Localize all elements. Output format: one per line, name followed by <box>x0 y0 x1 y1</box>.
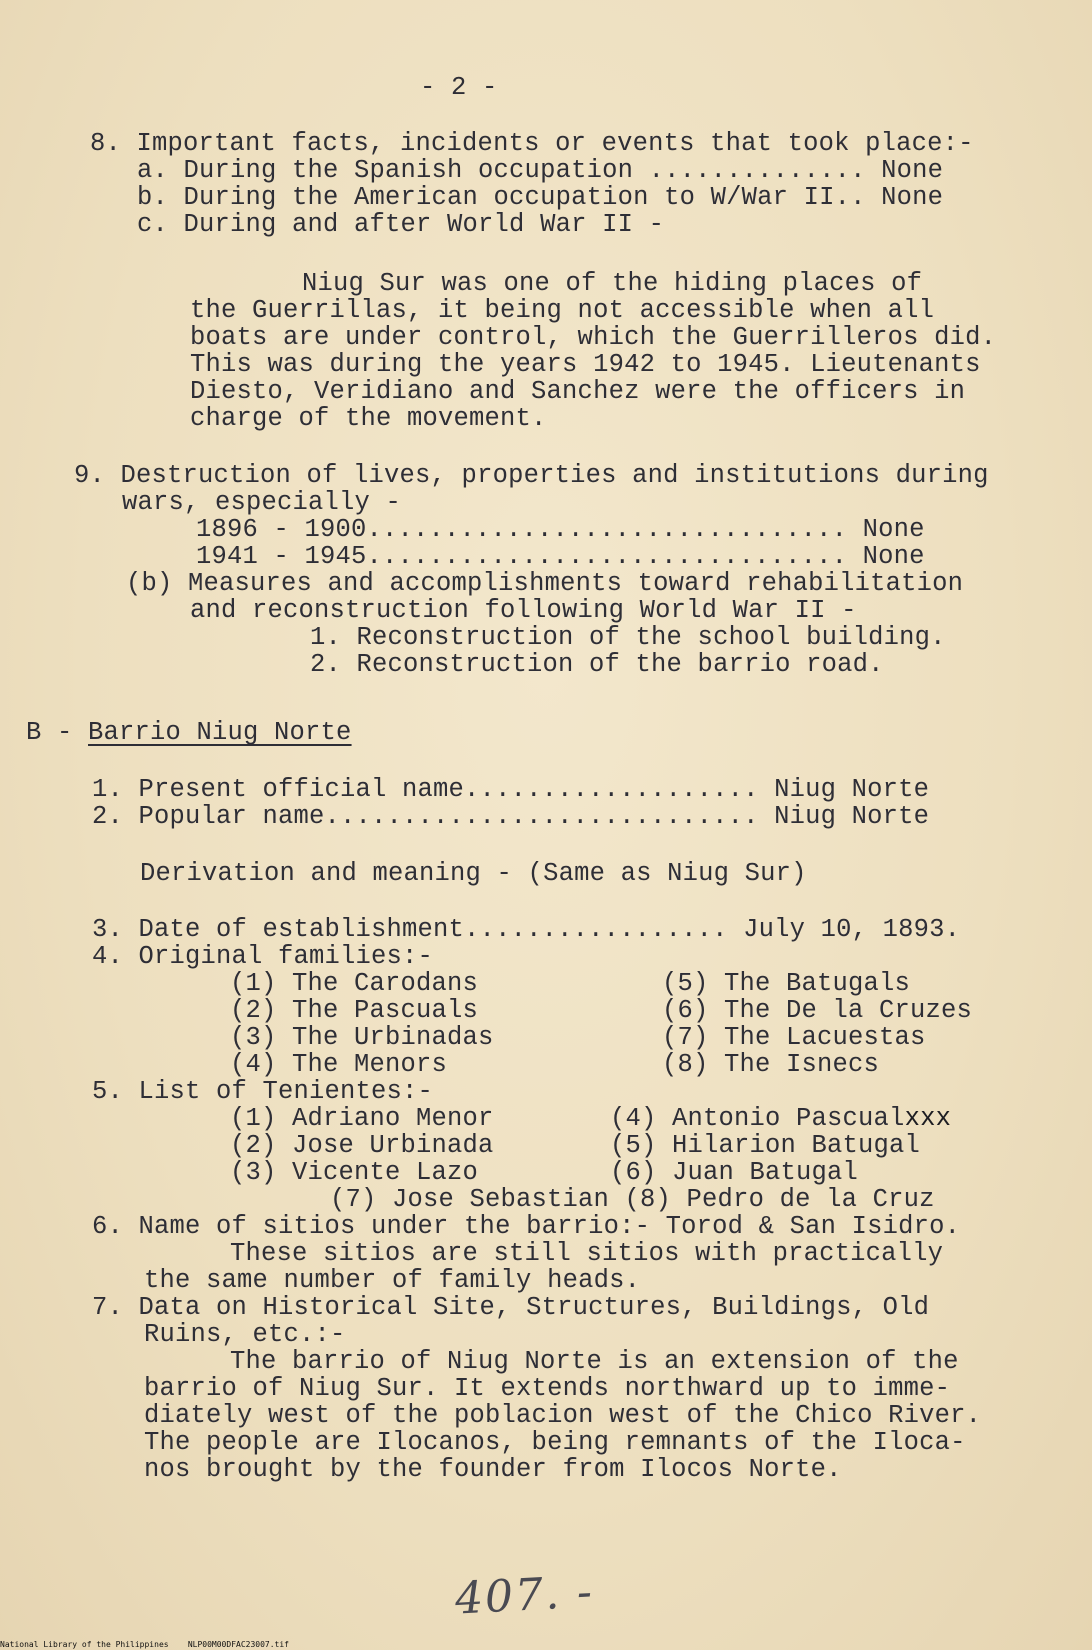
teniente-item: (7) Jose Sebastian (8) Pedro de la Cruz <box>330 1185 935 1214</box>
family-item: (1) The Carodans <box>230 969 479 998</box>
section-b-heading <box>26 719 352 747</box>
tenientes-heading: 5. List of Tenientes:- <box>92 1077 434 1106</box>
historical-line: 7. Data on Historical Site, Structures, Buildings, Old <box>92 1293 930 1322</box>
section-9-b-line2: and reconstruction following World War II - <box>190 596 857 625</box>
section-8-heading: 8. Important facts, incidents or events that took place:- <box>90 129 974 158</box>
family-item: (6) The De la Cruzes <box>662 996 973 1025</box>
teniente-item: (1) Adriano Menor <box>230 1104 494 1133</box>
historical-line: Ruins, etc.:- <box>144 1320 346 1349</box>
section-9-1941: 1941 - 1945............................... None <box>196 542 925 571</box>
teniente-item: (6) Juan Batugal <box>610 1158 859 1187</box>
section-8-paragraph-line: This was during the years 1942 to 1945. Lieutenants <box>190 350 981 379</box>
family-item: (8) The Isnecs <box>662 1050 880 1079</box>
teniente-item: (3) Vicente Lazo <box>230 1158 479 1187</box>
sitios-line: 6. Name of sitios under the barrio:- Torod & San Isidro. <box>92 1212 961 1241</box>
section-9-1896: 1896 - 1900............................... None <box>196 515 925 544</box>
handwritten-page-number: 407. - <box>453 1566 596 1625</box>
teniente-item <box>610 1105 951 1133</box>
family-item: (4) The Menors <box>230 1050 448 1079</box>
section-8-c: c. During and after World War II - <box>137 210 665 239</box>
historical-line: nos brought by the founder from Ilocos Norte. <box>144 1455 842 1484</box>
family-item: (2) The Pascuals <box>230 996 479 1025</box>
family-item: (7) The Lacuestas <box>662 1023 926 1052</box>
section-b-prefix: B - <box>26 718 89 747</box>
page-number: - 2 - <box>420 73 498 102</box>
section-8-a: a. During the Spanish occupation .............. None <box>137 156 944 185</box>
section-8-paragraph-line: Diesto, Veridiano and Sanchez were the officers in <box>190 377 966 406</box>
section-b-title: Barrio Niug Norte <box>88 718 352 747</box>
family-item: (3) The Urbinadas <box>230 1023 494 1052</box>
strikeout-mark: xxx <box>904 1104 952 1133</box>
historical-line: diately west of the poblacion west of the Chico River. <box>144 1401 982 1430</box>
archive-footer: National Library of the Philippines NLP00M00DFAC23007.tif <box>0 1640 289 1649</box>
section-9-heading: 9. Destruction of lives, properties and institutions during <box>74 461 989 490</box>
teniente-name: (4) Antonio Pascual <box>610 1104 905 1133</box>
derivation-line: Derivation and meaning - (Same as Niug Sur) <box>140 859 807 888</box>
section-8-paragraph-line: the Guerrillas, it being not accessible when all <box>190 296 935 325</box>
section-8-paragraph-line: boats are under control, which the Guerrilleros did. <box>190 323 997 352</box>
section-9-reconstruction-1: 1. Reconstruction of the school building. <box>310 623 946 652</box>
historical-line: The barrio of Niug Norte is an extension of the <box>230 1347 959 1376</box>
official-name-line: 1. Present official name................... Niug Norte <box>92 775 930 804</box>
popular-name-line: 2. Popular name............................ Niug Norte <box>92 802 930 831</box>
section-8-paragraph-line: Niug Sur was one of the hiding places of <box>302 269 923 298</box>
establishment-date-line: 3. Date of establishment................. July 10, 1893. <box>92 915 961 944</box>
sitios-line: These sitios are still sitios with practically <box>230 1239 944 1268</box>
family-item: (5) The Batugals <box>662 969 911 998</box>
historical-line: barrio of Niug Sur. It extends northward up to imme- <box>144 1374 951 1403</box>
historical-line: The people are Ilocanos, being remnants of the Iloca- <box>144 1428 966 1457</box>
families-heading: 4. Original families:- <box>92 942 434 971</box>
section-9-b-line1: (b) Measures and accomplishments toward rehabilitation <box>126 569 964 598</box>
section-9-heading-cont: wars, especially - <box>122 488 402 517</box>
sitios-line: the same number of family heads. <box>144 1266 641 1295</box>
section-8-paragraph-line: charge of the movement. <box>190 404 547 433</box>
teniente-item: (5) Hilarion Batugal <box>610 1131 921 1160</box>
section-8-b: b. During the American occupation to W/War II.. None <box>137 183 944 212</box>
section-9-reconstruction-2: 2. Reconstruction of the barrio road. <box>310 650 884 679</box>
teniente-item: (2) Jose Urbinada <box>230 1131 494 1160</box>
